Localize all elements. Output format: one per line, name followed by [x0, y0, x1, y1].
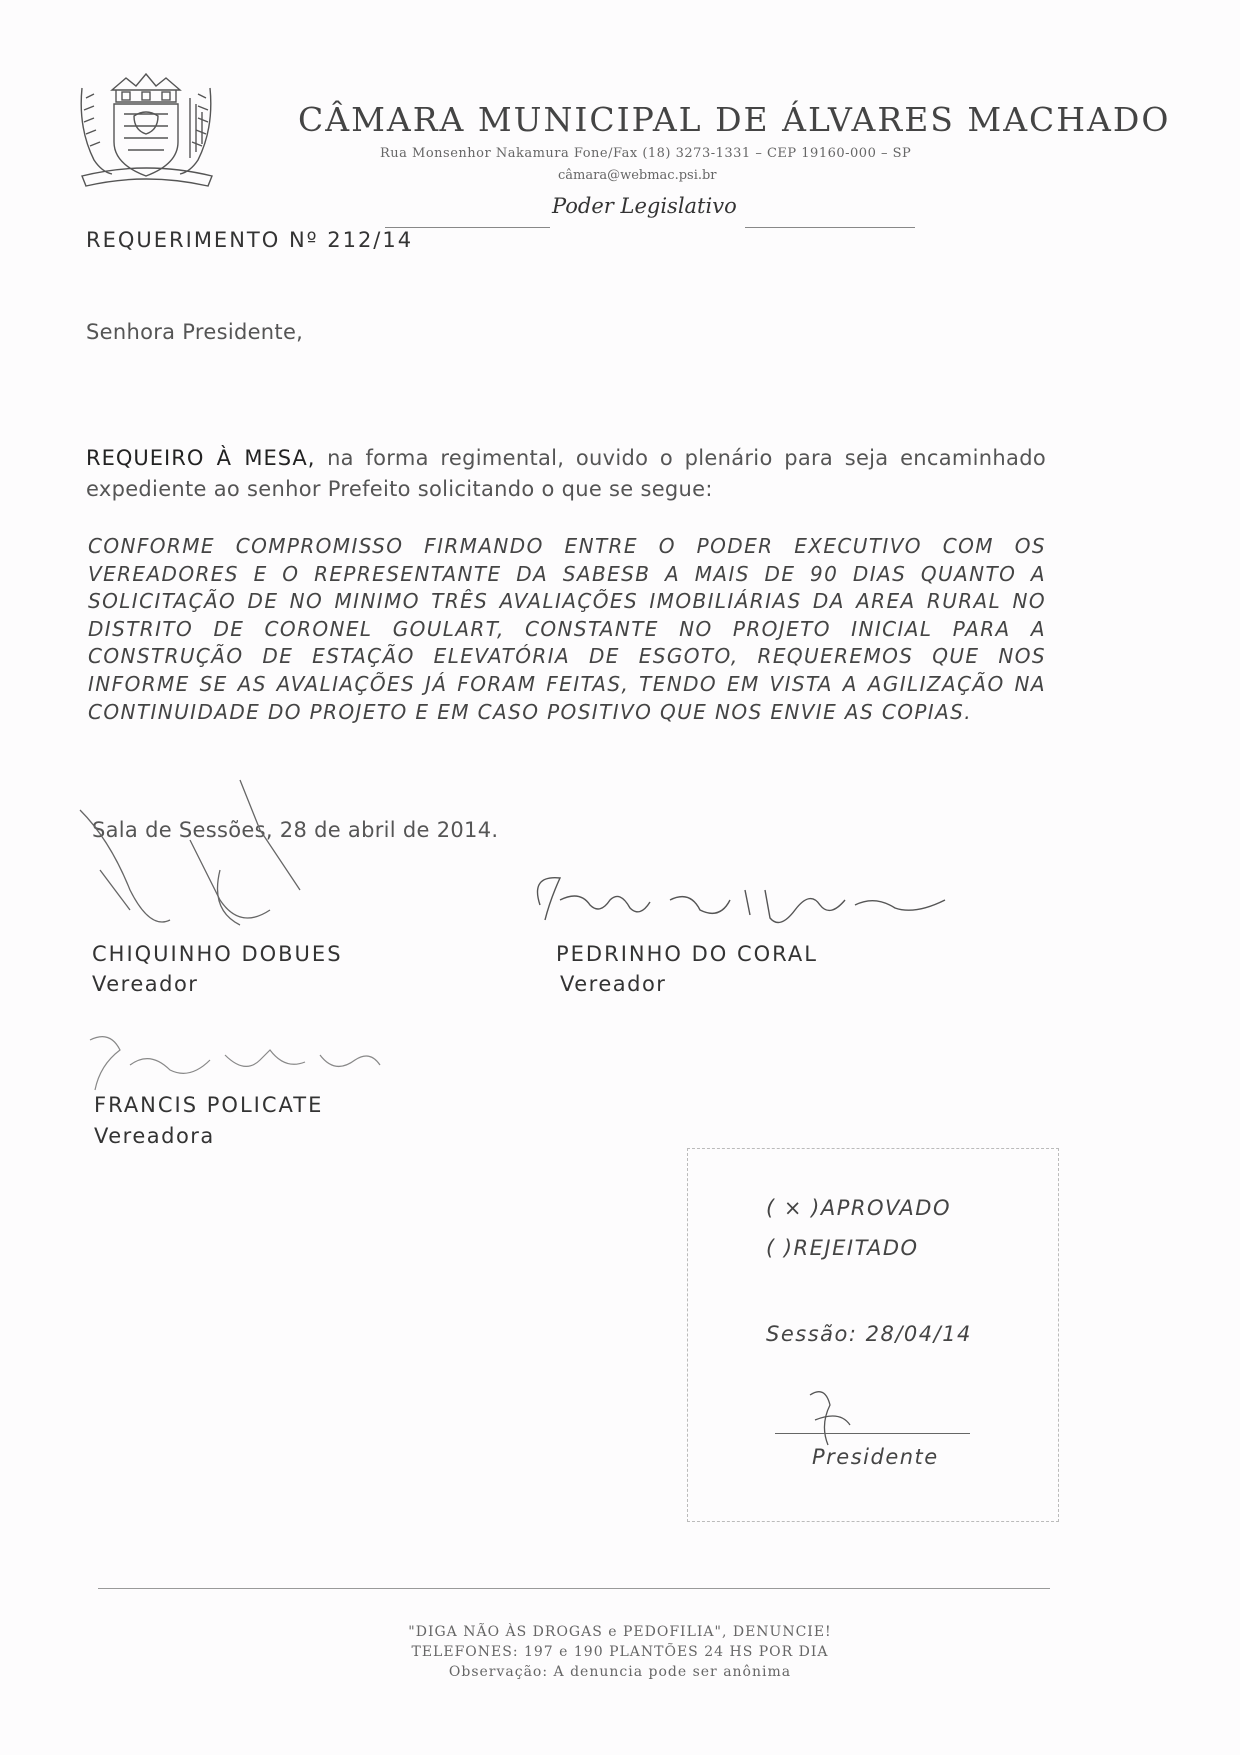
- stamp-signer-role: Presidente: [812, 1445, 939, 1469]
- signer-role: Vereador: [560, 972, 667, 996]
- organization-email: câmara@webmac.psi.br: [558, 168, 717, 183]
- organization-address: Rua Monsenhor Nakamura Fone/Fax (18) 3273-1331 – CEP 19160-000 – SP: [380, 146, 912, 161]
- signature-line: [775, 1433, 970, 1434]
- signer-name: FRANCIS POLICATE: [94, 1093, 324, 1117]
- stamp-rejected: ( )REJEITADO: [766, 1236, 919, 1260]
- document-number: REQUERIMENTO Nº 212/14: [86, 228, 414, 252]
- footer-divider: [98, 1588, 1050, 1589]
- place-and-date: Sala de Sessões, 28 de abril de 2014.: [92, 818, 499, 842]
- request-paragraph: [86, 443, 1046, 505]
- stamp-session-date: Sessão: 28/04/14: [766, 1322, 972, 1346]
- divider: [745, 227, 915, 228]
- signer-name: PEDRINHO DO CORAL: [556, 942, 818, 966]
- footer-line: TELEFONES: 197 e 190 PLANTÕES 24 HS POR DIA: [411, 1644, 829, 1660]
- request-lead: REQUEIRO À MESA,: [86, 446, 316, 470]
- signer-role: Vereadora: [94, 1124, 215, 1148]
- organization-name: CÂMARA MUNICIPAL DE ÁLVARES MACHADO: [298, 100, 1171, 139]
- footer-line: Observação: A denuncia pode ser anônima: [448, 1664, 792, 1680]
- signature-pedrinho: [520, 870, 970, 940]
- signature-chiquinho: [70, 760, 310, 950]
- signer-role: Vereador: [92, 972, 199, 996]
- municipal-coat-of-arms-icon: [72, 68, 220, 190]
- request-body: CONFORME COMPROMISSO FIRMANDO ENTRE O PODER EXECUTIVO COM OS VEREADORES E O REPRESENTANTE DA SABESB A MAIS DE 90 DIAS QUANTO A SOLICITAÇÃO DE NO MINIMO TRÊS AVALIAÇÕES IMOBILIÁRIAS DA AREA RURAL NO DISTRITO DE CORONEL GOULART, CONSTANTE NO PROJETO INICIAL PARA A CONSTRUÇÃO DE ESTAÇÃO ELEVATÓRIA DE ESGOTO, REQUEREMOS QUE NOS INFORME SE AS AVALIAÇÕES JÁ FORAM FEITAS, TENDO EM VISTA A AGILIZAÇÃO NA CONTINUIDADE DO PROJETO E EM CASO POSITIVO QUE NOS ENVIE AS COPIAS.: [88, 534, 1046, 724]
- request-text: na forma regimental, ouvido o plenário para seja encaminhado expediente ao senhor Prefeito solicitando o que se segue:: [86, 446, 1046, 501]
- signer-name: CHIQUINHO DOBUES: [92, 942, 343, 966]
- footer-line: "DIGA NÃO ÀS DROGAS e PEDOFILIA", DENUNCIE!: [408, 1624, 832, 1640]
- branch-name: Poder Legislativo: [552, 194, 737, 218]
- signature-francis: [60, 1020, 390, 1100]
- stamp-approved: ( × )APROVADO: [766, 1196, 951, 1220]
- salutation: Senhora Presidente,: [86, 320, 304, 344]
